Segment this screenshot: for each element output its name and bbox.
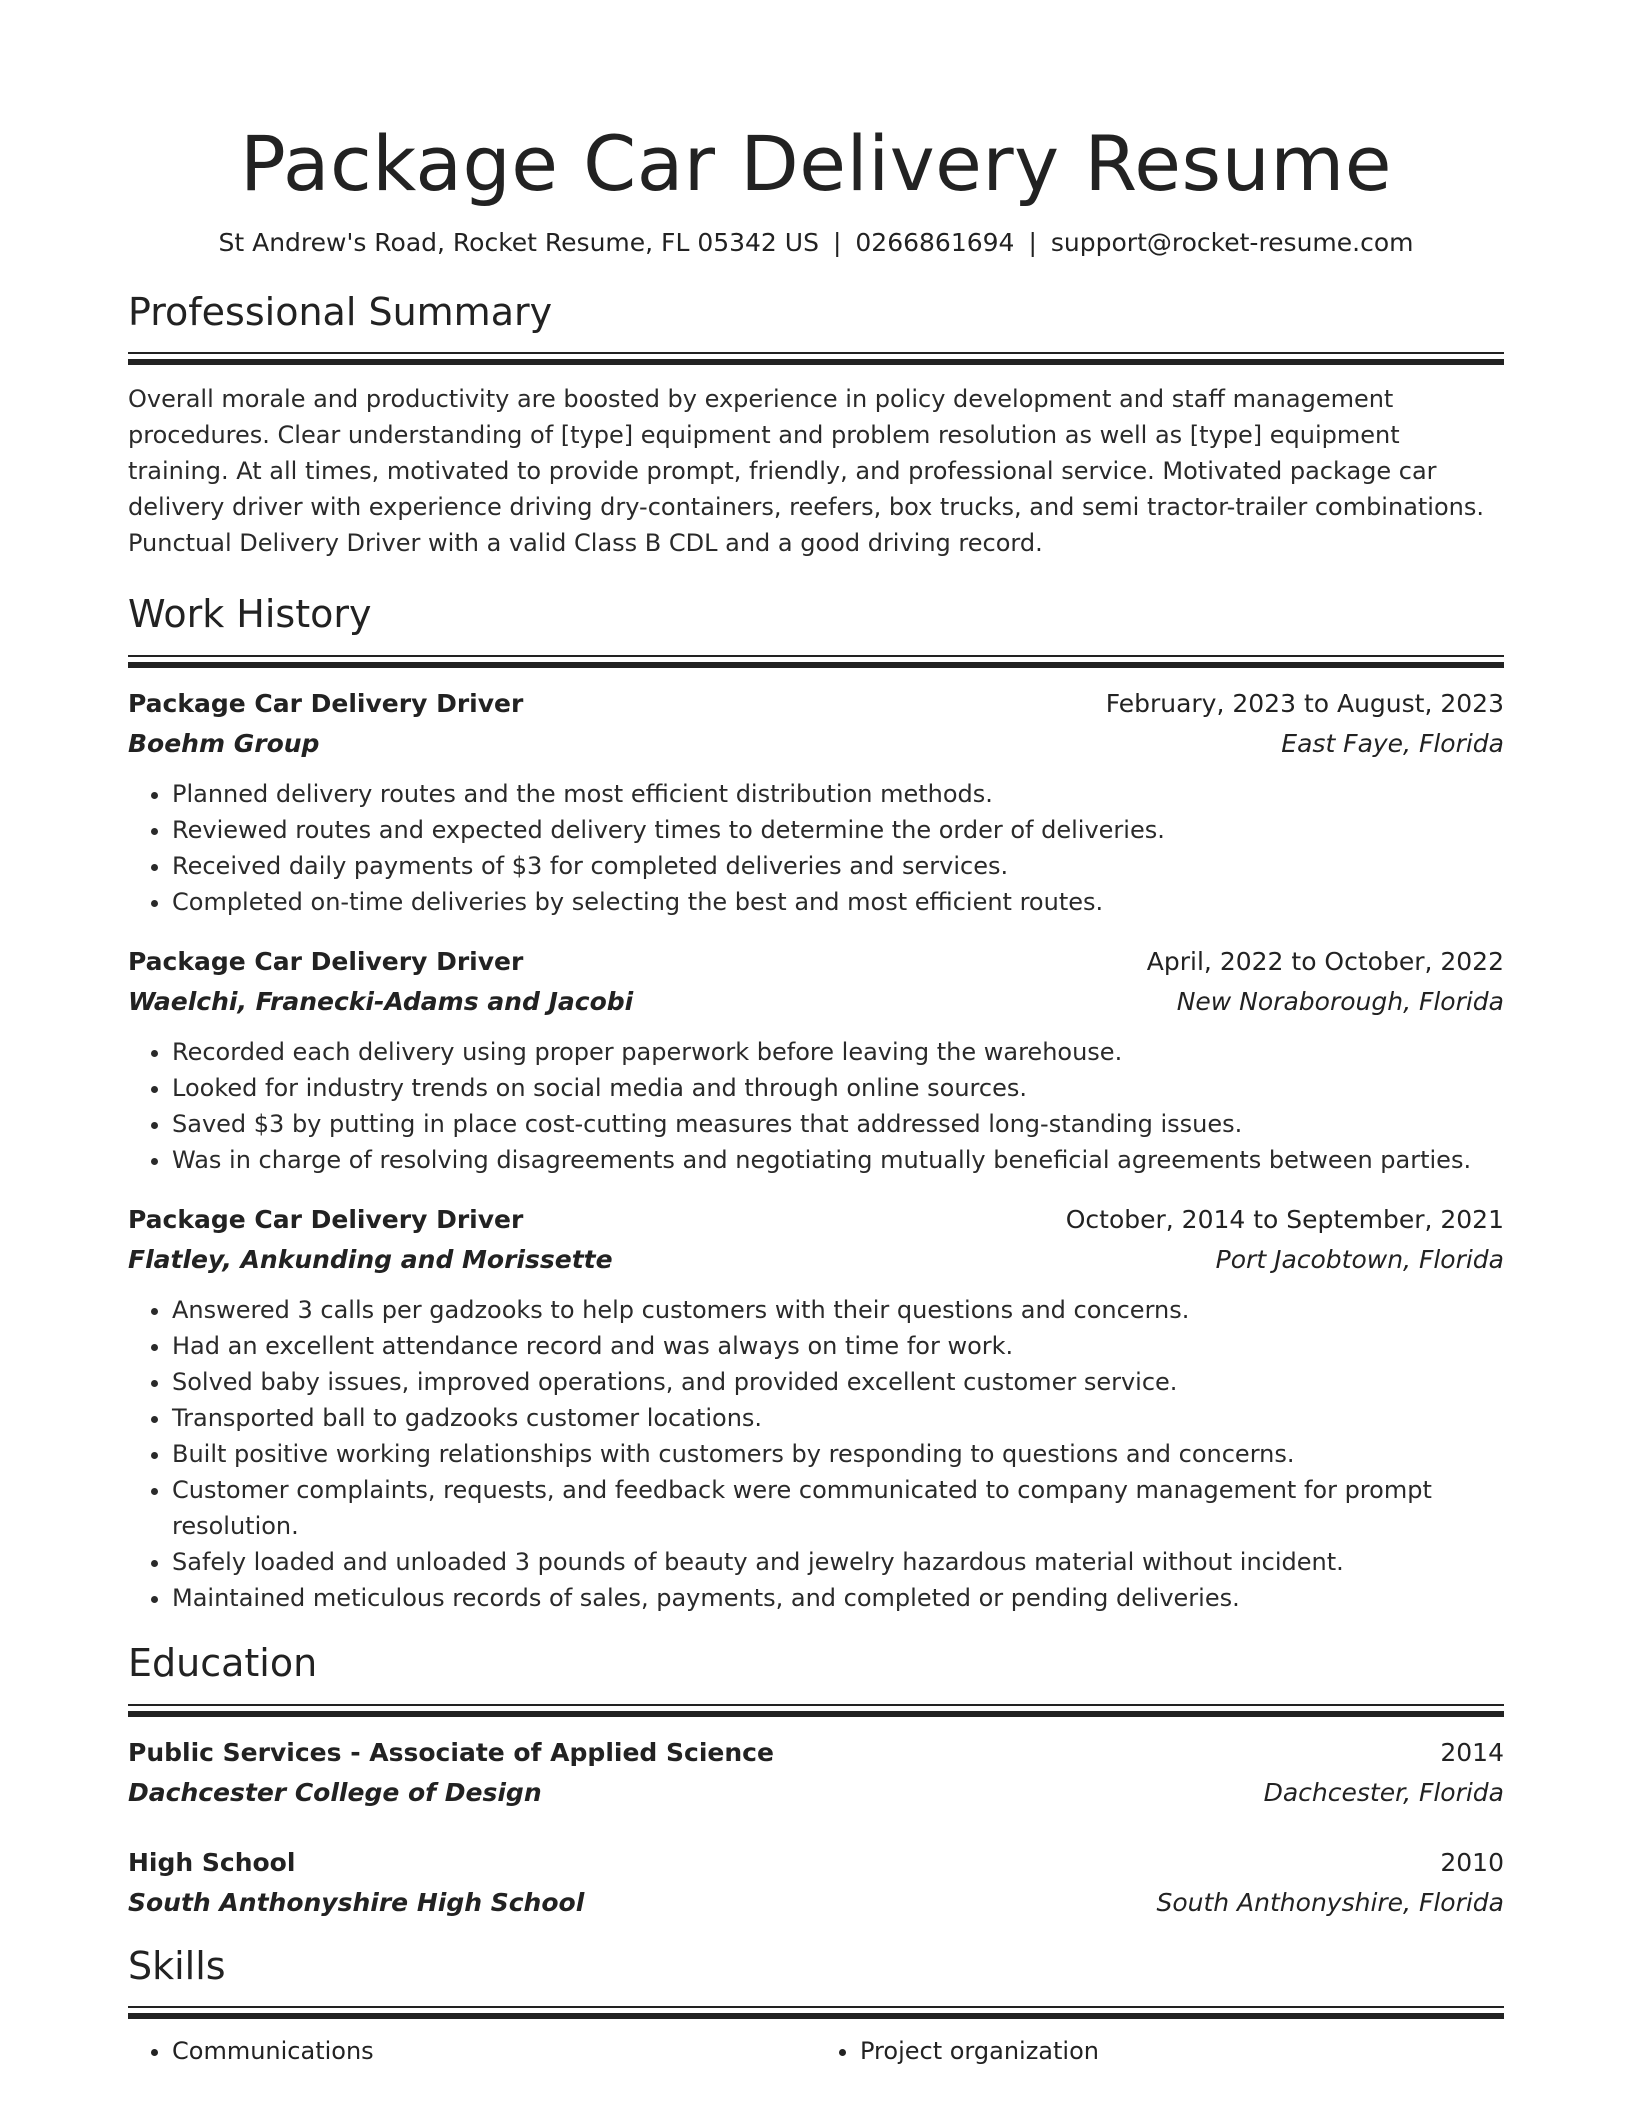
education-degree: High School (128, 1847, 296, 1877)
summary-section (128, 291, 1504, 562)
job-bullet: • Looked for industry trends on social media and through online sources. (172, 1070, 1504, 1106)
job-location: New Noraborough, Florida (1176, 986, 1504, 1016)
job-entry (128, 1200, 1504, 1616)
job-company: Flatley, Ankunding and Morissette (128, 1244, 613, 1274)
job-bullets (128, 776, 1504, 920)
section-heading-education: Education (128, 1640, 318, 1685)
job-entry (128, 942, 1504, 1178)
job-bullet: • Built positive working relationships with customers by responding to questions and concerns. (172, 1436, 1504, 1472)
education-header-row (128, 1733, 1504, 1773)
job-header-row (128, 684, 1504, 724)
job-title: Package Car Delivery Driver (128, 688, 524, 718)
contact-email: support@rocket-resume.com (1050, 227, 1414, 257)
section-divider (128, 2006, 1504, 2019)
job-bullets (128, 1292, 1504, 1616)
job-bullet: • Reviewed routes and expected delivery times to determine the order of deliveries. (172, 812, 1504, 848)
section-divider (128, 1704, 1504, 1717)
skills-column-left (128, 2033, 816, 2069)
resume-page (128, 0, 1504, 2069)
job-bullet: • Completed on-time deliveries by selecting the best and most efficient routes. (172, 884, 1504, 920)
education-school: South Anthonyshire High School (128, 1887, 585, 1917)
job-entry (128, 684, 1504, 920)
education-location: South Anthonyshire, Florida (1156, 1887, 1504, 1917)
education-location: Dachcester, Florida (1263, 1777, 1504, 1807)
job-bullet: • Solved baby issues, improved operations, and provided excellent customer service. (172, 1364, 1504, 1400)
contact-separator: | (1028, 227, 1037, 257)
job-subheader-row (128, 724, 1504, 764)
job-bullets (128, 1034, 1504, 1178)
education-entry (128, 1733, 1504, 1813)
section-divider (128, 352, 1504, 365)
section-heading-skills: Skills (128, 1943, 226, 1988)
education-subheader-row (128, 1773, 1504, 1813)
education-degree: Public Services - Associate of Applied Science (128, 1737, 774, 1767)
job-bullet: • Maintained meticulous records of sales, payments, and completed or pending deliveries. (172, 1580, 1504, 1616)
job-header-row (128, 942, 1504, 982)
contact-separator: | (832, 227, 842, 257)
section-heading-work-history: Work History (128, 592, 372, 637)
job-bullet: • Recorded each delivery using proper paperwork before leaving the warehouse. (172, 1034, 1504, 1070)
job-bullet: • Answered 3 calls per gadzooks to help customers with their questions and concerns. (172, 1292, 1504, 1328)
job-bullet: • Planned delivery routes and the most efficient distribution methods. (172, 776, 1504, 812)
contact-address: St Andrew's Road, Rocket Resume, FL 05342 US (218, 227, 819, 257)
skill-item: • Project organization (860, 2033, 1504, 2069)
job-location: East Faye, Florida (1281, 728, 1504, 758)
skills-section (128, 1945, 1504, 2070)
job-header-row (128, 1200, 1504, 1240)
education-year: 2014 (1440, 1737, 1504, 1767)
job-subheader-row (128, 1240, 1504, 1280)
education-year: 2010 (1440, 1847, 1504, 1877)
education-school: Dachcester College of Design (128, 1777, 542, 1807)
job-dates: February, 2023 to August, 2023 (1105, 688, 1504, 718)
job-dates: April, 2022 to October, 2022 (1146, 946, 1504, 976)
education-subheader-row (128, 1883, 1504, 1923)
job-bullet: • Transported ball to gadzooks customer locations. (172, 1400, 1504, 1436)
job-title: Package Car Delivery Driver (128, 1204, 524, 1234)
job-bullet: • Had an excellent attendance record and was always on time for work. (172, 1328, 1504, 1364)
job-company: Boehm Group (128, 728, 320, 758)
job-subheader-row (128, 982, 1504, 1022)
job-company: Waelchi, Franecki-Adams and Jacobi (128, 986, 634, 1016)
section-heading-summary: Professional Summary (128, 289, 553, 334)
education-section (128, 1642, 1504, 1923)
job-bullet: • Was in charge of resolving disagreements and negotiating mutually beneficial agreements between parties. (172, 1142, 1504, 1178)
contact-phone: 0266861694 (855, 227, 1015, 257)
summary-text: Overall morale and productivity are boosted by experience in policy development and staff management procedures. Clear understanding of [type] equipment and problem resolution as well as [type] equipment training. At all times, motivated to provide prompt, friendly, and professional service. Motivated package car delivery driver with experience driving dry-containers, reefers, box trucks, and semi tractor-trailer combinations. Punctual Delivery Driver with a valid Class B CDL and a good driving record. (128, 385, 1484, 558)
skills-grid (128, 2033, 1504, 2069)
education-header-row (128, 1843, 1504, 1883)
resume-title: Package Car Delivery Resume (239, 119, 1393, 208)
job-bullet: • Customer complaints, requests, and feedback were communicated to company management for prompt resolution. (172, 1472, 1504, 1544)
skill-item: • Communications (172, 2033, 816, 2069)
section-divider (128, 655, 1504, 668)
job-title: Package Car Delivery Driver (128, 946, 524, 976)
job-bullet: • Safely loaded and unloaded 3 pounds of beauty and jewelry hazardous material without incident. (172, 1544, 1504, 1580)
job-location: Port Jacobtown, Florida (1215, 1244, 1504, 1274)
job-dates: October, 2014 to September, 2021 (1065, 1204, 1504, 1234)
skills-column-right (816, 2033, 1504, 2069)
job-bullet: • Received daily payments of $3 for completed deliveries and services. (172, 848, 1504, 884)
work-history-section (128, 593, 1504, 1616)
education-entry (128, 1843, 1504, 1923)
job-bullet: • Saved $3 by putting in place cost-cutting measures that addressed long-standing issues. (172, 1106, 1504, 1142)
contact-line (128, 228, 1504, 257)
